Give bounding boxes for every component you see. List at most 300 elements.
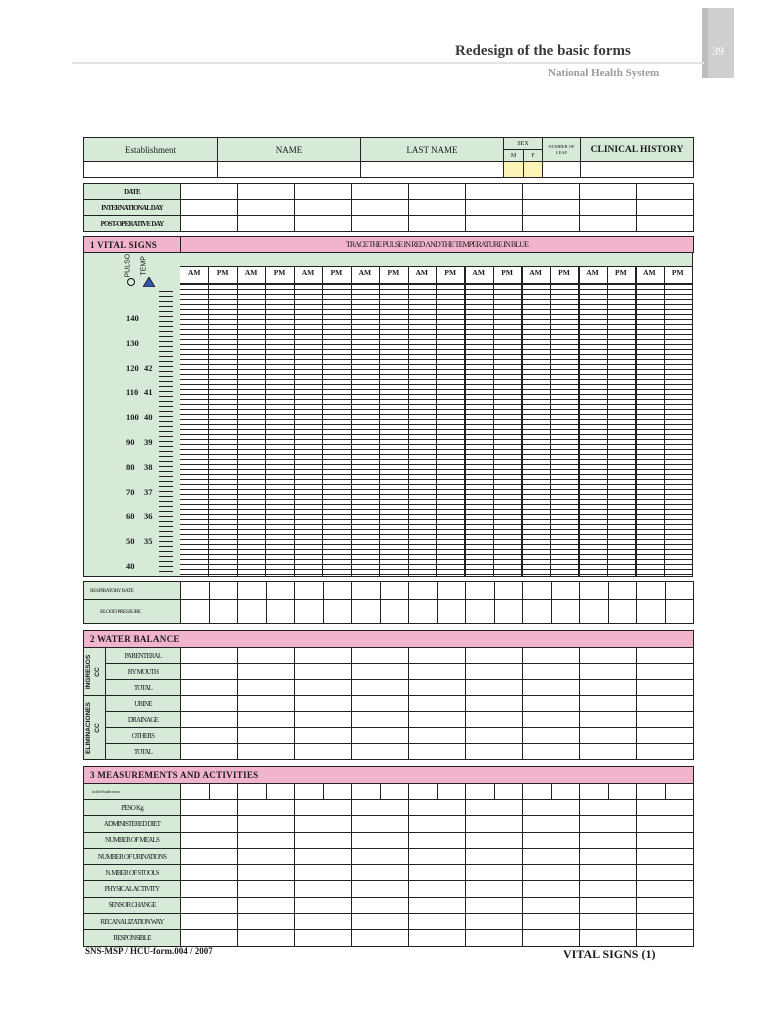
pulse-scale-label: 100: [126, 412, 139, 423]
measurement-cell[interactable]: [295, 914, 352, 930]
postop-day-cell[interactable]: [352, 216, 409, 232]
international-day-label: INTERNATIONAL DAY: [84, 200, 181, 216]
temp-scale-label: 40: [144, 412, 153, 423]
measurement-cell[interactable]: [637, 881, 694, 897]
pulse-scale-label: 130: [126, 337, 139, 348]
toilet-cell[interactable]: [352, 784, 381, 800]
water-balance-cell[interactable]: [238, 648, 295, 664]
period-label: AM: [643, 268, 656, 277]
water-balance-cell[interactable]: [181, 680, 238, 696]
measurement-cell[interactable]: [352, 881, 409, 897]
pulse-scale-label: 60: [126, 511, 135, 522]
measurement-cell[interactable]: [295, 865, 352, 881]
measurement-cell[interactable]: [295, 816, 352, 832]
measurement-cell[interactable]: [523, 816, 580, 832]
water-balance-cell[interactable]: [181, 648, 238, 664]
water-balance-cell[interactable]: [523, 664, 580, 680]
water-balance-cell[interactable]: [523, 728, 580, 744]
water-balance-cell[interactable]: [238, 712, 295, 728]
identity-table: [83, 137, 694, 178]
respiratory-rate-cell[interactable]: [494, 582, 523, 600]
water-balance-cell[interactable]: [352, 712, 409, 728]
measurement-cell[interactable]: [409, 800, 466, 816]
water-balance-cell[interactable]: [637, 696, 694, 712]
sex-f-header: F: [524, 150, 543, 162]
measurement-row-label: ADMINISTERED DIET: [84, 816, 181, 832]
respiratory-rate-cell[interactable]: [295, 582, 324, 600]
leaf-number-field[interactable]: [543, 162, 581, 178]
measurement-cell[interactable]: [637, 897, 694, 913]
water-balance-cell[interactable]: [409, 664, 466, 680]
water-balance-cell[interactable]: [295, 664, 352, 680]
measurement-cell[interactable]: [181, 848, 238, 864]
water-balance-cell[interactable]: [637, 712, 694, 728]
measurement-cell[interactable]: [466, 930, 523, 946]
measurement-cell[interactable]: [238, 848, 295, 864]
water-balance-cell[interactable]: [523, 696, 580, 712]
water-balance-cell[interactable]: [466, 696, 523, 712]
blood-pressure-cell[interactable]: [665, 600, 694, 624]
respiratory-rate-cell[interactable]: [352, 582, 381, 600]
toilet-cell[interactable]: [494, 784, 523, 800]
temp-scale-label: 36: [144, 511, 153, 522]
measurement-cell[interactable]: [238, 930, 295, 946]
respiratory-rate-cell[interactable]: [238, 582, 267, 600]
date-cell[interactable]: [637, 184, 694, 200]
water-row-label: TOTAL: [106, 744, 181, 760]
toilet-cell[interactable]: [523, 784, 552, 800]
blood-pressure-label: BLOOD PRESSURE: [84, 600, 181, 624]
measurement-cell[interactable]: [580, 914, 637, 930]
measurement-row-label: SENSOR CHANGE: [84, 897, 181, 913]
measurement-cell[interactable]: [409, 832, 466, 848]
measurement-cell[interactable]: [295, 832, 352, 848]
water-balance-cell[interactable]: [637, 648, 694, 664]
water-balance-cell[interactable]: [181, 712, 238, 728]
form-name: VITAL SIGNS (1): [563, 947, 656, 961]
measurement-cell[interactable]: [181, 816, 238, 832]
measurement-cell[interactable]: [295, 848, 352, 864]
intl-day-cell[interactable]: [637, 200, 694, 216]
temp-scale-label: 37: [144, 486, 153, 497]
blood-pressure-cell[interactable]: [323, 600, 352, 624]
measurement-cell[interactable]: [637, 832, 694, 848]
measurement-cell[interactable]: [352, 914, 409, 930]
measurement-cell[interactable]: [466, 897, 523, 913]
water-balance-cell[interactable]: [409, 696, 466, 712]
clinical-history-field[interactable]: [581, 162, 694, 178]
pulse-axis-label: PULSO: [124, 253, 132, 278]
measurement-cell[interactable]: [523, 800, 580, 816]
water-balance-cell[interactable]: [409, 744, 466, 760]
chart-vline: [550, 266, 551, 576]
blood-pressure-cell[interactable]: [409, 600, 438, 624]
measurement-cell[interactable]: [238, 816, 295, 832]
water-balance-cell[interactable]: [580, 744, 637, 760]
measurement-cell[interactable]: [637, 930, 694, 946]
measurement-cell[interactable]: [352, 800, 409, 816]
water-balance-cell[interactable]: [352, 648, 409, 664]
period-label: PM: [671, 268, 684, 277]
water-balance-cell[interactable]: [580, 712, 637, 728]
measurement-cell[interactable]: [409, 930, 466, 946]
water-balance-cell[interactable]: [523, 648, 580, 664]
chart-vline: [635, 266, 637, 576]
page-subtitle: National Health System: [548, 67, 660, 79]
water-balance-cell[interactable]: [466, 744, 523, 760]
dates-table: [83, 183, 694, 232]
date-cell[interactable]: [238, 184, 295, 200]
water-balance-cell[interactable]: [466, 680, 523, 696]
measurement-cell[interactable]: [352, 848, 409, 864]
measurement-cell[interactable]: [352, 832, 409, 848]
period-label: PM: [216, 268, 229, 277]
water-balance-cell[interactable]: [637, 728, 694, 744]
respiratory-rate-cell[interactable]: [637, 582, 666, 600]
water-balance-cell[interactable]: [580, 680, 637, 696]
period-label: PM: [558, 268, 570, 277]
postop-day-cell[interactable]: [580, 216, 637, 232]
measurement-cell[interactable]: [523, 832, 580, 848]
intl-day-cell[interactable]: [238, 200, 295, 216]
measurement-cell[interactable]: [295, 930, 352, 946]
pulse-scale-label: 40: [126, 561, 135, 571]
eliminaciones-group-label: [84, 696, 106, 760]
blood-pressure-cell[interactable]: [238, 600, 267, 624]
water-balance-cell[interactable]: [352, 680, 409, 696]
measurement-cell[interactable]: [580, 881, 637, 897]
measurement-cell[interactable]: [181, 881, 238, 897]
measurement-cell[interactable]: [637, 816, 694, 832]
date-cell[interactable]: [466, 184, 523, 200]
water-balance-cell[interactable]: [523, 680, 580, 696]
chart-vline: [322, 266, 323, 576]
measurement-cell[interactable]: [637, 848, 694, 864]
measurement-cell[interactable]: [523, 930, 580, 946]
water-balance-cell[interactable]: [181, 664, 238, 680]
period-label: AM: [415, 268, 429, 277]
vital-signs-instruction: TRACE THE PULSE IN RED AND THE TEMPERATURE IN BLUE: [181, 237, 694, 253]
name-field[interactable]: [218, 162, 361, 178]
blood-pressure-cell[interactable]: [637, 600, 666, 624]
blood-pressure-cell[interactable]: [352, 600, 381, 624]
water-balance-cell[interactable]: [352, 664, 409, 680]
measurement-cell[interactable]: [466, 914, 523, 930]
blood-pressure-cell[interactable]: [266, 600, 295, 624]
date-cell[interactable]: [523, 184, 580, 200]
date-label: DATE: [84, 184, 181, 200]
water-balance-cell[interactable]: [580, 728, 637, 744]
period-label: AM: [301, 268, 315, 277]
measurement-cell[interactable]: [580, 832, 637, 848]
measurement-cell[interactable]: [409, 881, 466, 897]
measurement-cell[interactable]: [637, 865, 694, 881]
measurement-row-label: NUMBER OF MEALS: [84, 832, 181, 848]
measurement-cell[interactable]: [295, 897, 352, 913]
toilet-cell[interactable]: [580, 784, 609, 800]
measurement-cell[interactable]: [523, 897, 580, 913]
chart-green-band: [180, 253, 692, 267]
water-balance-cell[interactable]: [295, 696, 352, 712]
water-balance-cell[interactable]: [181, 696, 238, 712]
respiratory-rate-cell[interactable]: [466, 582, 495, 600]
temp-scale-label: 42: [144, 362, 153, 373]
measurement-cell[interactable]: [295, 800, 352, 816]
water-balance-cell[interactable]: [580, 648, 637, 664]
intl-day-cell[interactable]: [580, 200, 637, 216]
leaf-number-header: NUMBER OF LEAF: [543, 138, 581, 162]
ingresos-unit: CC: [94, 667, 101, 677]
measurement-cell[interactable]: [580, 816, 637, 832]
measurement-cell[interactable]: [238, 800, 295, 816]
pulse-circle-icon: [127, 278, 135, 286]
intl-day-cell[interactable]: [409, 200, 466, 216]
toilet-cell[interactable]: [409, 784, 438, 800]
measurement-cell[interactable]: [466, 848, 523, 864]
measurement-cell[interactable]: [466, 865, 523, 881]
measurement-cell[interactable]: [466, 881, 523, 897]
measurement-cell[interactable]: [352, 897, 409, 913]
respiratory-rate-cell[interactable]: [665, 582, 694, 600]
date-cell[interactable]: [580, 184, 637, 200]
temp-scale-label: 41: [144, 387, 153, 398]
header-rule: [72, 62, 704, 64]
intl-day-cell[interactable]: [352, 200, 409, 216]
last-name-field[interactable]: [361, 162, 504, 178]
period-label: PM: [444, 268, 457, 277]
chart-grid-area[interactable]: [180, 253, 692, 576]
water-balance-cell[interactable]: [238, 696, 295, 712]
measurement-cell[interactable]: [238, 832, 295, 848]
respiratory-rate-cell[interactable]: [266, 582, 295, 600]
temp-scale-label: 35: [144, 536, 153, 547]
intl-day-cell[interactable]: [295, 200, 352, 216]
measurement-cell[interactable]: [466, 832, 523, 848]
blood-pressure-cell[interactable]: [181, 600, 210, 624]
chart-vline: [265, 266, 266, 576]
blood-pressure-cell[interactable]: [437, 600, 466, 624]
measurement-cell[interactable]: [181, 800, 238, 816]
measurement-cell[interactable]: [238, 914, 295, 930]
name-header: NAME: [218, 138, 361, 162]
water-balance-cell[interactable]: [352, 728, 409, 744]
water-balance-cell[interactable]: [409, 712, 466, 728]
pulse-scale-label: 140: [126, 313, 139, 323]
water-balance-cell[interactable]: [295, 680, 352, 696]
measurement-cell[interactable]: [238, 865, 295, 881]
toilet-cell[interactable]: [466, 784, 495, 800]
blood-pressure-cell[interactable]: [608, 600, 637, 624]
measurement-cell[interactable]: [181, 865, 238, 881]
water-balance-cell[interactable]: [580, 696, 637, 712]
measurement-cell[interactable]: [466, 800, 523, 816]
toilet-cell[interactable]: [323, 784, 352, 800]
date-cell[interactable]: [409, 184, 466, 200]
measurement-cell[interactable]: [352, 816, 409, 832]
postop-day-cell[interactable]: [238, 216, 295, 232]
water-balance-cell[interactable]: [295, 648, 352, 664]
toilet-cell[interactable]: [551, 784, 580, 800]
measurement-row-label: NUMBER OF URINATIONS: [84, 848, 181, 864]
measurement-cell[interactable]: [523, 914, 580, 930]
toilet-cell[interactable]: [437, 784, 466, 800]
blood-pressure-cell[interactable]: [380, 600, 409, 624]
water-balance-cell[interactable]: [238, 744, 295, 760]
establishment-header: Establishment: [84, 138, 218, 162]
water-row-label: URINE: [106, 696, 181, 712]
date-cell[interactable]: [295, 184, 352, 200]
blood-pressure-cell[interactable]: [209, 600, 238, 624]
temp-scale-label: 39: [144, 437, 153, 447]
measurement-cell[interactable]: [637, 914, 694, 930]
water-balance-cell[interactable]: [637, 664, 694, 680]
water-balance-cell[interactable]: [409, 728, 466, 744]
measurements-title: 3 MEASUREMENTS AND ACTIVITIES: [84, 767, 694, 784]
toilet-cell[interactable]: [295, 784, 324, 800]
postop-day-cell[interactable]: [181, 216, 238, 232]
sex-f-field[interactable]: [524, 162, 543, 178]
measurement-cell[interactable]: [580, 930, 637, 946]
measurement-cell[interactable]: [409, 848, 466, 864]
toilet-cell[interactable]: [665, 784, 694, 800]
water-balance-cell[interactable]: [523, 712, 580, 728]
measurement-cell[interactable]: [409, 865, 466, 881]
respiratory-rate-cell[interactable]: [551, 582, 580, 600]
water-balance-cell[interactable]: [238, 728, 295, 744]
toilet-cell[interactable]: [380, 784, 409, 800]
water-balance-cell[interactable]: [637, 680, 694, 696]
measurement-cell[interactable]: [352, 930, 409, 946]
measurement-cell[interactable]: [352, 865, 409, 881]
measurement-cell[interactable]: [580, 800, 637, 816]
water-balance-cell[interactable]: [523, 744, 580, 760]
period-label: AM: [187, 268, 201, 277]
respiratory-rate-cell[interactable]: [323, 582, 352, 600]
toilet-cell[interactable]: [209, 784, 238, 800]
water-balance-cell[interactable]: [637, 744, 694, 760]
postop-day-cell[interactable]: [295, 216, 352, 232]
postop-day-cell[interactable]: [637, 216, 694, 232]
water-balance-cell[interactable]: [352, 744, 409, 760]
measurement-cell[interactable]: [523, 848, 580, 864]
blood-pressure-cell[interactable]: [466, 600, 495, 624]
chart-vline: [436, 266, 437, 576]
date-cell[interactable]: [181, 184, 238, 200]
water-balance-cell[interactable]: [295, 712, 352, 728]
blood-pressure-cell[interactable]: [494, 600, 523, 624]
blood-pressure-cell[interactable]: [551, 600, 580, 624]
water-balance-cell[interactable]: [409, 680, 466, 696]
vital-signs-header: [83, 236, 694, 253]
water-balance-cell[interactable]: [238, 664, 295, 680]
measurement-row-label: RECANALIZATION WAY: [84, 914, 181, 930]
chart-vline: [521, 266, 523, 576]
measurement-cell[interactable]: [181, 930, 238, 946]
water-row-label: PARENTERAL: [106, 648, 181, 664]
measurement-cell[interactable]: [580, 848, 637, 864]
water-balance-cell[interactable]: [295, 744, 352, 760]
measurement-cell[interactable]: [409, 816, 466, 832]
page-title: Redesign of the basic forms: [455, 43, 631, 59]
water-balance-cell[interactable]: [466, 728, 523, 744]
water-balance-cell[interactable]: [181, 728, 238, 744]
postop-day-cell[interactable]: [523, 216, 580, 232]
period-label: PM: [615, 268, 627, 277]
chart-vline: [408, 266, 410, 576]
measurement-cell[interactable]: [181, 914, 238, 930]
water-balance-cell[interactable]: [352, 696, 409, 712]
measurement-cell[interactable]: [181, 832, 238, 848]
chart-vline: [607, 266, 608, 576]
postop-day-cell[interactable]: [466, 216, 523, 232]
water-balance-cell[interactable]: [466, 712, 523, 728]
measurement-cell[interactable]: [238, 881, 295, 897]
respiratory-rate-cell[interactable]: [380, 582, 409, 600]
toilet-cell[interactable]: [238, 784, 267, 800]
measurement-cell[interactable]: [181, 897, 238, 913]
water-balance-cell[interactable]: [238, 680, 295, 696]
respiratory-rate-cell[interactable]: [409, 582, 438, 600]
measurements-table: [83, 766, 694, 947]
measurement-row-label: RESPONSIBLE: [84, 930, 181, 946]
measurement-cell[interactable]: [409, 914, 466, 930]
respiratory-rate-cell[interactable]: [209, 582, 238, 600]
water-balance-cell[interactable]: [580, 664, 637, 680]
water-balance-cell[interactable]: [409, 648, 466, 664]
water-balance-table: [83, 630, 694, 760]
water-balance-cell[interactable]: [181, 744, 238, 760]
measurement-cell[interactable]: [466, 816, 523, 832]
postop-day-cell[interactable]: [409, 216, 466, 232]
water-balance-cell[interactable]: [466, 648, 523, 664]
blood-pressure-cell[interactable]: [580, 600, 609, 624]
measurement-cell[interactable]: [409, 897, 466, 913]
measurement-cell[interactable]: [523, 865, 580, 881]
water-balance-cell[interactable]: [295, 728, 352, 744]
respiratory-rate-cell[interactable]: [523, 582, 552, 600]
measurement-cell[interactable]: [523, 881, 580, 897]
measurement-cell[interactable]: [295, 881, 352, 897]
water-balance-cell[interactable]: [466, 664, 523, 680]
intl-day-cell[interactable]: [466, 200, 523, 216]
scale-ticks: [159, 291, 173, 577]
measurement-cell[interactable]: [580, 865, 637, 881]
toilet-cell[interactable]: [266, 784, 295, 800]
toilet-row-label: toilet/bathroom: [84, 784, 181, 800]
toilet-cell[interactable]: [608, 784, 637, 800]
respiratory-rate-cell[interactable]: [437, 582, 466, 600]
vital-signs-chart: [83, 252, 693, 577]
measurement-cell[interactable]: [637, 800, 694, 816]
respiratory-rate-cell[interactable]: [181, 582, 210, 600]
measurement-cell[interactable]: [238, 897, 295, 913]
toilet-cell[interactable]: [637, 784, 666, 800]
chart-vline: [379, 266, 380, 576]
period-label: AM: [244, 268, 258, 277]
blood-pressure-cell[interactable]: [523, 600, 552, 624]
intl-day-cell[interactable]: [523, 200, 580, 216]
measurement-cell[interactable]: [580, 897, 637, 913]
respiratory-rate-cell[interactable]: [608, 582, 637, 600]
toilet-cell[interactable]: [181, 784, 210, 800]
respiratory-rate-cell[interactable]: [580, 582, 609, 600]
establishment-field[interactable]: [84, 162, 218, 178]
period-label: AM: [586, 268, 599, 277]
date-cell[interactable]: [352, 184, 409, 200]
sex-m-field[interactable]: [504, 162, 524, 178]
intl-day-cell[interactable]: [181, 200, 238, 216]
blood-pressure-cell[interactable]: [295, 600, 324, 624]
